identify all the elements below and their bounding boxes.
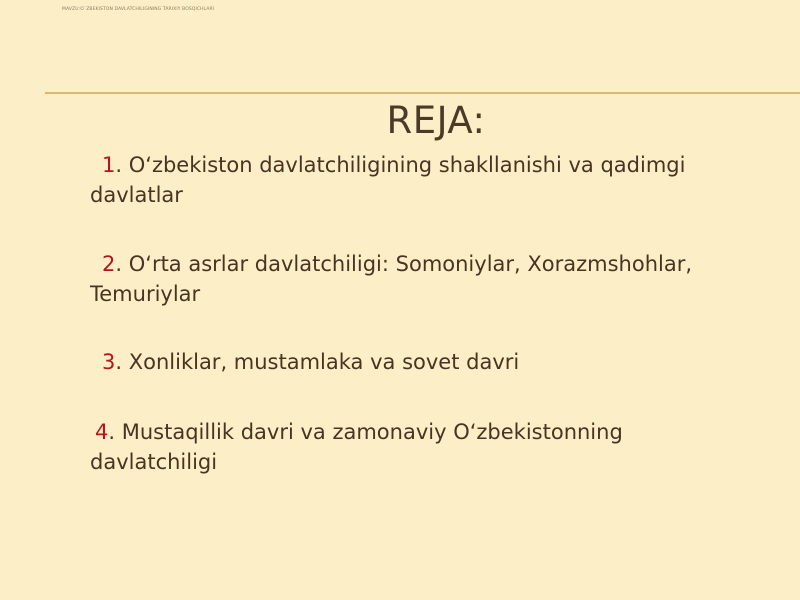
list-item-3 — [90, 347, 730, 377]
list-item-separator: . — [115, 153, 129, 177]
list-item-2 — [90, 249, 730, 309]
list-item-separator: . — [115, 350, 129, 374]
list-item-separator: . — [108, 420, 122, 444]
list-item-number: 3 — [102, 350, 116, 374]
list-item-separator: . — [115, 252, 129, 276]
list-item-4 — [90, 417, 730, 477]
list-item-text: Mustaqillik davri va zamonaviy O‘zbekistonning davlatchiligi — [90, 420, 623, 474]
slide-title: REJA: — [386, 99, 486, 142]
list-item-number: 2 — [102, 252, 116, 276]
list-item-1 — [90, 150, 730, 210]
slide-header-text: MAVZU:O`ZBEKISTON DAVLATCHILIGINING TARIXIY BOSQICHLARI — [62, 7, 215, 12]
list-item-number: 1 — [102, 153, 116, 177]
list-item-text: Xonliklar, mustamlaka va sovet davri — [128, 350, 520, 374]
list-item-number: 4 — [95, 420, 109, 444]
list-item-text: O‘zbekiston davlatchiligining shakllanishi va qadimgi davlatlar — [90, 153, 686, 207]
list-item-text: O‘rta asrlar davlatchiligi: Somoniylar, Xorazmshohlar, Temuriylar — [90, 252, 693, 306]
header-divider — [45, 92, 800, 94]
